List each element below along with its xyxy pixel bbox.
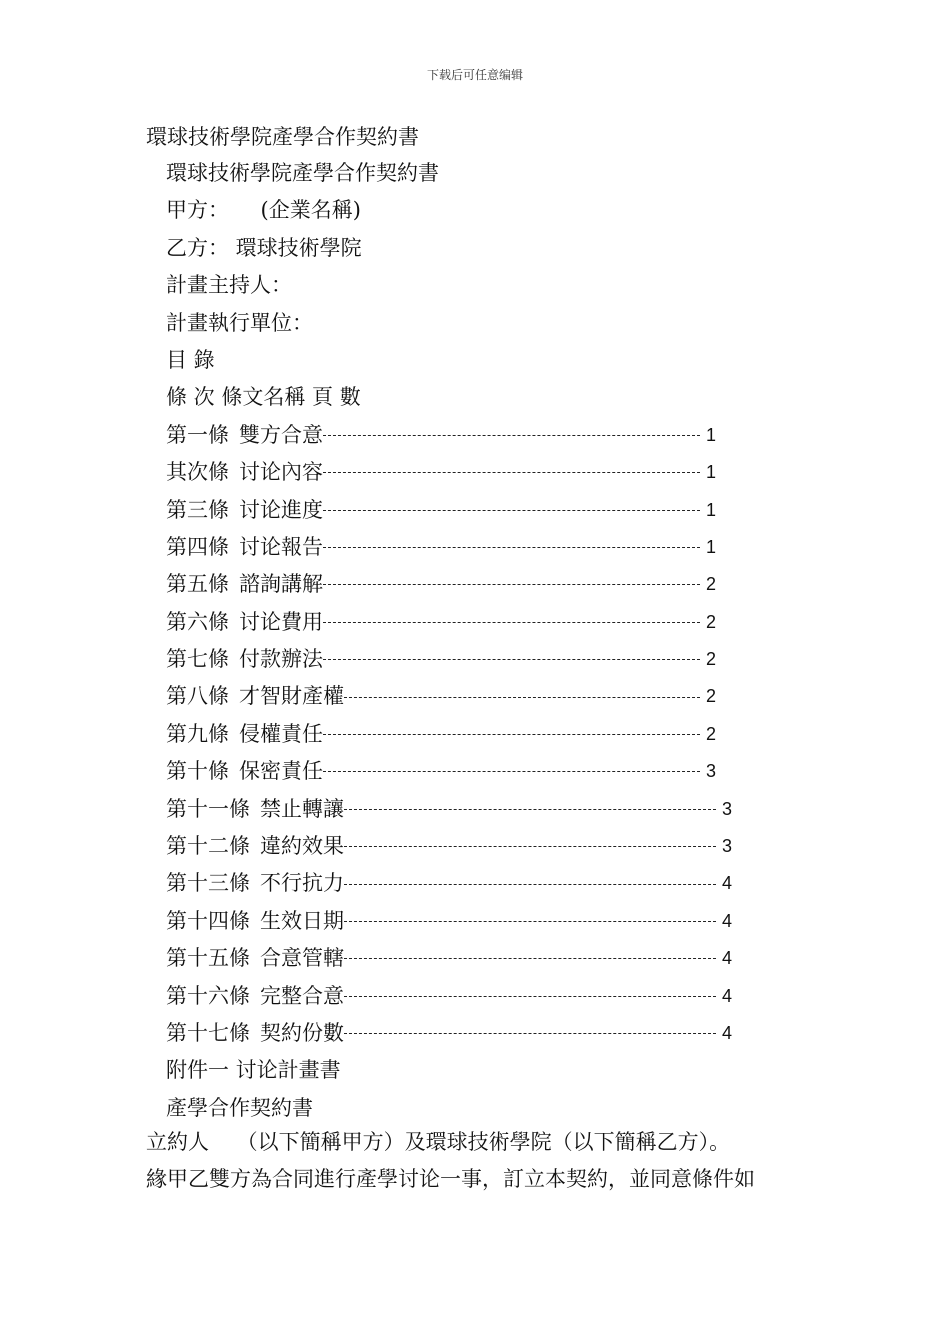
toc-leader-dashes	[323, 771, 700, 774]
party-b-line: 乙方： 環球技術學院	[166, 235, 362, 260]
toc-page-number: 4	[722, 1022, 733, 1043]
paragraph-line-2: 緣甲乙雙方為合同進行產學讨论一事，訂立本契約，並同意條件如	[146, 1167, 755, 1191]
toc-page-number: 4	[722, 985, 733, 1006]
unit-line: 計畫執行單位：	[166, 310, 313, 335]
toc-page-number: 4	[722, 948, 733, 969]
toc-leader-dashes	[323, 622, 700, 625]
paragraph-line-1: 立約人 （以下簡稱甲方）及環球技術學院（以下簡稱乙方）。	[146, 1130, 731, 1154]
toc-leader-dashes	[344, 921, 716, 924]
toc-leader-dashes	[323, 584, 700, 587]
toc-article-number: 第一條	[166, 422, 229, 447]
toc-article-number: 第十七條	[166, 1020, 250, 1045]
appendix-line: 附件一 讨论計畫書	[166, 1058, 341, 1083]
toc-row	[166, 940, 732, 977]
toc-article-name: 完整合意	[260, 983, 344, 1008]
toc-article-name: 讨论費用	[239, 609, 323, 634]
toc-leader-dashes	[344, 846, 716, 849]
toc-article-name: 違約效果	[260, 834, 344, 859]
toc-row	[166, 417, 732, 454]
toc-page-number: 1	[706, 462, 717, 483]
toc-article-number: 第七條	[166, 647, 229, 672]
toc-title: 目 錄	[166, 347, 215, 372]
toc-page-number: 1	[706, 499, 717, 520]
toc-leader-dashes	[344, 884, 716, 887]
toc-header: 條 次 條文名稱 頁 數	[166, 385, 361, 410]
toc-leader-dashes	[323, 472, 700, 475]
party-a-line: 甲方： (企業名稱)	[166, 198, 361, 223]
toc-article-number: 其次條	[166, 460, 229, 485]
toc-article-number: 第八條	[166, 684, 229, 709]
toc-row	[166, 716, 732, 753]
toc-row	[166, 678, 732, 715]
toc-article-name: 讨论內容	[239, 460, 323, 485]
section-title: 產學合作契約書	[166, 1095, 313, 1120]
document-body	[166, 155, 732, 1127]
toc-page-number: 4	[722, 910, 733, 931]
toc-page-number: 1	[706, 536, 717, 557]
toc-article-number: 第五條	[166, 572, 229, 597]
toc-article-name: 禁止轉讓	[260, 796, 344, 821]
toc-row	[166, 566, 732, 603]
toc-article-number: 第四條	[166, 534, 229, 559]
toc-leader-dashes	[323, 659, 700, 662]
toc-article-number: 第十條	[166, 759, 229, 784]
toc-article-name: 才智財產權	[239, 684, 344, 709]
toc-article-number: 第十一條	[166, 796, 250, 821]
toc-leader-dashes	[344, 996, 716, 999]
toc-leader-dashes	[344, 697, 700, 700]
toc-page-number: 2	[706, 649, 717, 670]
toc-article-number: 第九條	[166, 721, 229, 746]
toc-leader-dashes	[344, 1033, 716, 1036]
toc-article-name: 不行抗力	[260, 871, 344, 896]
toc-row	[166, 791, 732, 828]
toc-row	[166, 454, 732, 491]
toc-row	[166, 604, 732, 641]
toc-row	[166, 903, 732, 940]
toc-row	[166, 865, 732, 902]
toc-article-number: 第十六條	[166, 983, 250, 1008]
toc-page-number: 3	[722, 798, 733, 819]
toc-article-number: 第十二條	[166, 834, 250, 859]
toc-page-number: 2	[706, 686, 717, 707]
toc-row	[166, 529, 732, 566]
toc-page-number: 4	[722, 873, 733, 894]
toc-article-name: 讨论報告	[239, 534, 323, 559]
page-header-note: 下载后可任意编辑	[426, 68, 523, 82]
toc-article-name: 生效日期	[260, 908, 344, 933]
toc-page-number: 1	[706, 424, 717, 445]
toc-article-name: 雙方合意	[239, 422, 323, 447]
toc-leader-dashes	[323, 435, 700, 438]
toc-article-number: 第三條	[166, 497, 229, 522]
toc-article-name: 諮詢講解	[239, 572, 323, 597]
toc-leader-dashes	[344, 809, 716, 812]
toc-article-number: 第六條	[166, 609, 229, 634]
toc-row	[166, 828, 732, 865]
toc-leader-dashes	[344, 958, 716, 961]
toc-article-name: 保密責任	[239, 759, 323, 784]
toc-row	[166, 492, 732, 529]
toc-article-number: 第十五條	[166, 946, 250, 971]
toc-article-name: 讨论進度	[239, 497, 323, 522]
toc-page-number: 3	[722, 836, 733, 857]
table-of-contents	[166, 417, 732, 1053]
toc-leader-dashes	[323, 547, 700, 550]
toc-leader-dashes	[323, 510, 700, 513]
toc-article-name: 付款辦法	[239, 647, 323, 672]
toc-page-number: 3	[706, 761, 717, 782]
toc-page-number: 2	[706, 611, 717, 632]
toc-article-name: 契約份數	[260, 1020, 344, 1045]
toc-row	[166, 753, 732, 790]
toc-article-name: 合意管轄	[260, 946, 344, 971]
toc-leader-dashes	[323, 734, 700, 737]
toc-row	[166, 1015, 732, 1052]
toc-row	[166, 978, 732, 1015]
toc-article-name: 侵權責任	[239, 721, 323, 746]
toc-article-number: 第十四條	[166, 908, 250, 933]
toc-article-number: 第十三條	[166, 871, 250, 896]
toc-row	[166, 641, 732, 678]
host-line: 計畫主持人：	[166, 273, 292, 298]
toc-page-number: 2	[706, 574, 717, 595]
document-title: 環球技術學院產學合作契約書	[146, 125, 419, 149]
toc-page-number: 2	[706, 723, 717, 744]
document-subtitle: 環球技術學院產學合作契約書	[166, 161, 439, 185]
